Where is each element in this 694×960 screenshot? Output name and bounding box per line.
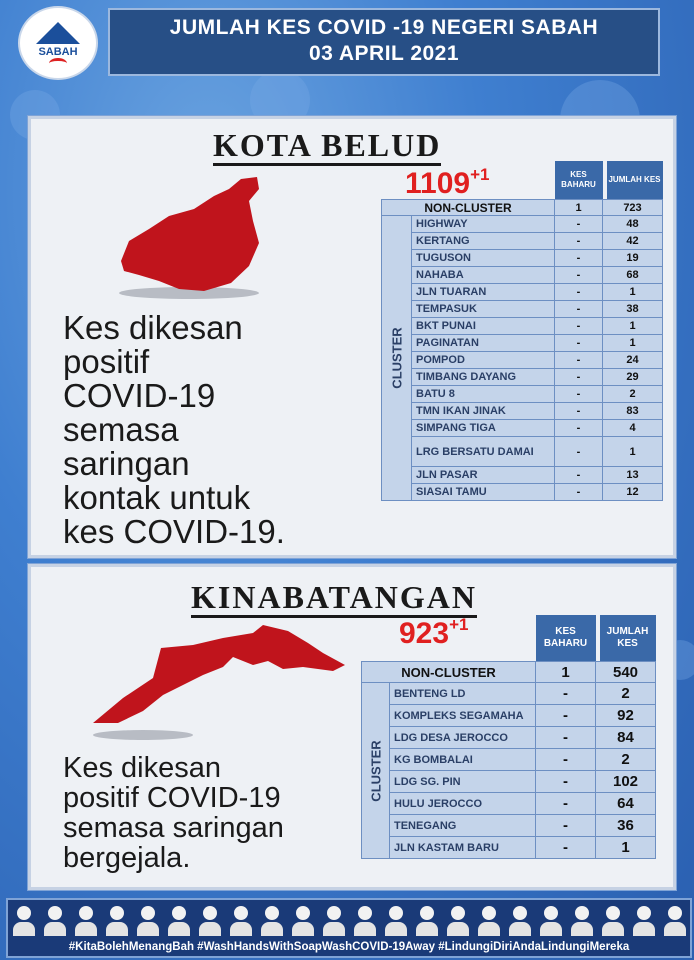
person-icon <box>385 906 407 936</box>
cluster-name: TIMBANG DAYANG <box>412 369 555 386</box>
description-line: semasa saringan <box>63 812 284 844</box>
cluster-row <box>362 793 656 815</box>
person-icon <box>75 906 97 936</box>
cluster-row <box>382 301 663 318</box>
cluster-total: 2 <box>596 683 656 705</box>
col-header-new: KES BAHARU <box>555 161 603 200</box>
person-icon <box>602 906 624 936</box>
cluster-total: 24 <box>603 352 663 369</box>
cluster-total: 1 <box>603 318 663 335</box>
description-line: Kes dikesan <box>63 309 243 346</box>
cluster-row <box>382 386 663 403</box>
cluster-new: - <box>536 749 596 771</box>
district-title: KINABATANGAN <box>191 581 477 618</box>
hashtags: #KitaBolehMenangBah #WashHandsWithSoapWashCOVID-19Away #LindungiDiriAndaLindungiMereka <box>68 941 630 953</box>
cluster-row <box>362 771 656 793</box>
cluster-new: - <box>555 369 603 386</box>
non-cluster-label: NON-CLUSTER <box>362 662 536 683</box>
person-icon <box>664 906 686 936</box>
person-icon <box>106 906 128 936</box>
cluster-total: 1 <box>603 284 663 301</box>
cluster-row <box>382 233 663 250</box>
person-icon <box>137 906 159 936</box>
description-line: Kes dikesan <box>63 752 221 784</box>
logo-swirl-icon <box>49 58 67 69</box>
description-text <box>63 311 363 549</box>
cluster-name: NAHABA <box>412 267 555 284</box>
cluster-row <box>382 437 663 467</box>
non-cluster-total: 540 <box>596 662 656 683</box>
kinabatangan-map-icon <box>83 623 353 743</box>
cluster-name: TUGUSON <box>412 250 555 267</box>
cluster-row <box>382 420 663 437</box>
cluster-name: POMPOD <box>412 352 555 369</box>
cluster-total: 64 <box>596 793 656 815</box>
cluster-new: - <box>555 318 603 335</box>
person-icon <box>13 906 35 936</box>
cluster-new: - <box>555 216 603 233</box>
cluster-total: 1 <box>596 837 656 859</box>
cluster-row <box>382 352 663 369</box>
cluster-label <box>382 216 412 501</box>
cluster-new: - <box>536 727 596 749</box>
cluster-name: BATU 8 <box>412 386 555 403</box>
person-icon <box>44 906 66 936</box>
person-icon <box>168 906 190 936</box>
cluster-new: - <box>555 267 603 284</box>
cluster-name: TENEGANG <box>390 815 536 837</box>
cluster-total: 83 <box>603 403 663 420</box>
description-line: bergejala. <box>63 842 191 874</box>
person-icon <box>354 906 376 936</box>
person-icon <box>199 906 221 936</box>
cluster-total: 92 <box>596 705 656 727</box>
cluster-row <box>362 727 656 749</box>
mountain-logo-icon <box>36 22 80 44</box>
person-icon <box>571 906 593 936</box>
description-line: saringan <box>63 445 190 482</box>
cluster-total: 84 <box>596 727 656 749</box>
cluster-row <box>382 369 663 386</box>
person-icon <box>230 906 252 936</box>
footer-banner <box>6 898 692 958</box>
total-value: 1109 <box>405 167 471 200</box>
cluster-new: - <box>555 335 603 352</box>
cluster-row <box>362 837 656 859</box>
description-line: semasa <box>63 411 179 448</box>
person-icon <box>447 906 469 936</box>
kota-belud-map-icon <box>109 171 269 301</box>
cluster-total: 29 <box>603 369 663 386</box>
page-header <box>108 8 660 76</box>
cluster-label-text: CLUSTER <box>389 327 404 389</box>
cluster-name: TEMPASUK <box>412 301 555 318</box>
person-icon <box>509 906 531 936</box>
cluster-new: - <box>555 301 603 318</box>
cluster-label-text: CLUSTER <box>368 739 383 802</box>
cluster-name: SIASAI TAMU <box>412 484 555 501</box>
cluster-new: - <box>536 837 596 859</box>
cluster-label <box>362 683 390 859</box>
cluster-new: - <box>536 705 596 727</box>
cluster-total: 2 <box>596 749 656 771</box>
non-cluster-row <box>362 662 656 683</box>
cluster-total: 42 <box>603 233 663 250</box>
cluster-new: - <box>555 386 603 403</box>
total-increment: +1 <box>470 165 490 184</box>
cluster-total: 13 <box>603 467 663 484</box>
people-figures <box>8 902 690 936</box>
non-cluster-row <box>382 200 663 216</box>
cluster-total: 19 <box>603 250 663 267</box>
logo-text: SABAH <box>38 45 78 58</box>
cluster-new: - <box>555 403 603 420</box>
cluster-total: 102 <box>596 771 656 793</box>
cluster-name: JLN TUARAN <box>412 284 555 301</box>
cluster-new: - <box>555 467 603 484</box>
cases-table <box>361 615 656 859</box>
cluster-name: BKT PUNAI <box>412 318 555 335</box>
cluster-name: BENTENG LD <box>390 683 536 705</box>
cluster-total: 48 <box>603 216 663 233</box>
cluster-name: LDG SG. PIN <box>390 771 536 793</box>
total-value: 923 <box>399 617 450 650</box>
person-icon <box>261 906 283 936</box>
cluster-new: - <box>555 284 603 301</box>
district-title: KOTA BELUD <box>213 129 441 166</box>
cluster-row <box>362 705 656 727</box>
cluster-total: 4 <box>603 420 663 437</box>
cluster-name: SIMPANG TIGA <box>412 420 555 437</box>
cluster-new: - <box>536 683 596 705</box>
cluster-row <box>362 749 656 771</box>
panel-kinabatangan <box>28 564 676 890</box>
cluster-name: KOMPLEKS SEGAMAHA <box>390 705 536 727</box>
cluster-row <box>382 267 663 284</box>
person-icon <box>540 906 562 936</box>
non-cluster-label: NON-CLUSTER <box>382 200 555 216</box>
cluster-total: 1 <box>603 437 663 467</box>
person-icon <box>416 906 438 936</box>
total-increment: +1 <box>449 615 469 634</box>
header-title: JUMLAH KES COVID -19 NEGERI SABAH <box>169 16 599 39</box>
cluster-row <box>382 467 663 484</box>
cluster-name: KG BOMBALAI <box>390 749 536 771</box>
description-line: COVID-19 <box>63 377 216 414</box>
person-icon <box>292 906 314 936</box>
cluster-name: HIGHWAY <box>412 216 555 233</box>
cluster-name: LRG BERSATU DAMAI <box>412 437 555 467</box>
person-icon <box>633 906 655 936</box>
col-header-total: JUMLAH KES <box>600 615 656 662</box>
cluster-row <box>382 335 663 352</box>
cluster-new: - <box>555 420 603 437</box>
cluster-total: 2 <box>603 386 663 403</box>
cluster-row <box>362 815 656 837</box>
cluster-new: - <box>536 771 596 793</box>
description-line: positif <box>63 343 150 380</box>
cluster-name: HULU JEROCCO <box>390 793 536 815</box>
cluster-row <box>382 216 663 233</box>
non-cluster-new: 1 <box>555 200 603 216</box>
description-line: kontak untuk <box>63 479 251 516</box>
cluster-total: 1 <box>603 335 663 352</box>
cluster-total: 68 <box>603 267 663 284</box>
panel-kota-belud <box>28 116 676 558</box>
header-date: 03 APRIL 2021 <box>308 42 460 65</box>
cluster-name: KERTANG <box>412 233 555 250</box>
cluster-new: - <box>536 793 596 815</box>
cluster-total: 36 <box>596 815 656 837</box>
cluster-new: - <box>536 815 596 837</box>
cluster-name: JLN PASAR <box>412 467 555 484</box>
person-icon <box>323 906 345 936</box>
non-cluster-new: 1 <box>536 662 596 683</box>
cluster-name: JLN KASTAM BARU <box>390 837 536 859</box>
cluster-new: - <box>555 233 603 250</box>
cluster-row <box>362 683 656 705</box>
cluster-row <box>382 484 663 501</box>
cluster-row <box>382 318 663 335</box>
cluster-name: TMN IKAN JINAK <box>412 403 555 420</box>
cluster-name: PAGINATAN <box>412 335 555 352</box>
cluster-new: - <box>555 484 603 501</box>
col-header-new: KES BAHARU <box>536 615 596 662</box>
non-cluster-total: 723 <box>603 200 663 216</box>
cluster-total: 38 <box>603 301 663 318</box>
cluster-row <box>382 250 663 267</box>
cases-table <box>381 161 663 501</box>
cluster-total: 12 <box>603 484 663 501</box>
cluster-new: - <box>555 437 603 467</box>
cluster-name: LDG DESA JEROCCO <box>390 727 536 749</box>
cluster-new: - <box>555 250 603 267</box>
cluster-row <box>382 284 663 301</box>
person-icon <box>478 906 500 936</box>
sabah-logo <box>18 6 98 80</box>
description-line: kes COVID-19. <box>63 513 285 550</box>
col-header-total: JUMLAH KES <box>607 161 663 200</box>
description-text <box>63 753 383 873</box>
description-line: positif COVID-19 <box>63 782 281 814</box>
cluster-new: - <box>555 352 603 369</box>
cluster-row <box>382 403 663 420</box>
